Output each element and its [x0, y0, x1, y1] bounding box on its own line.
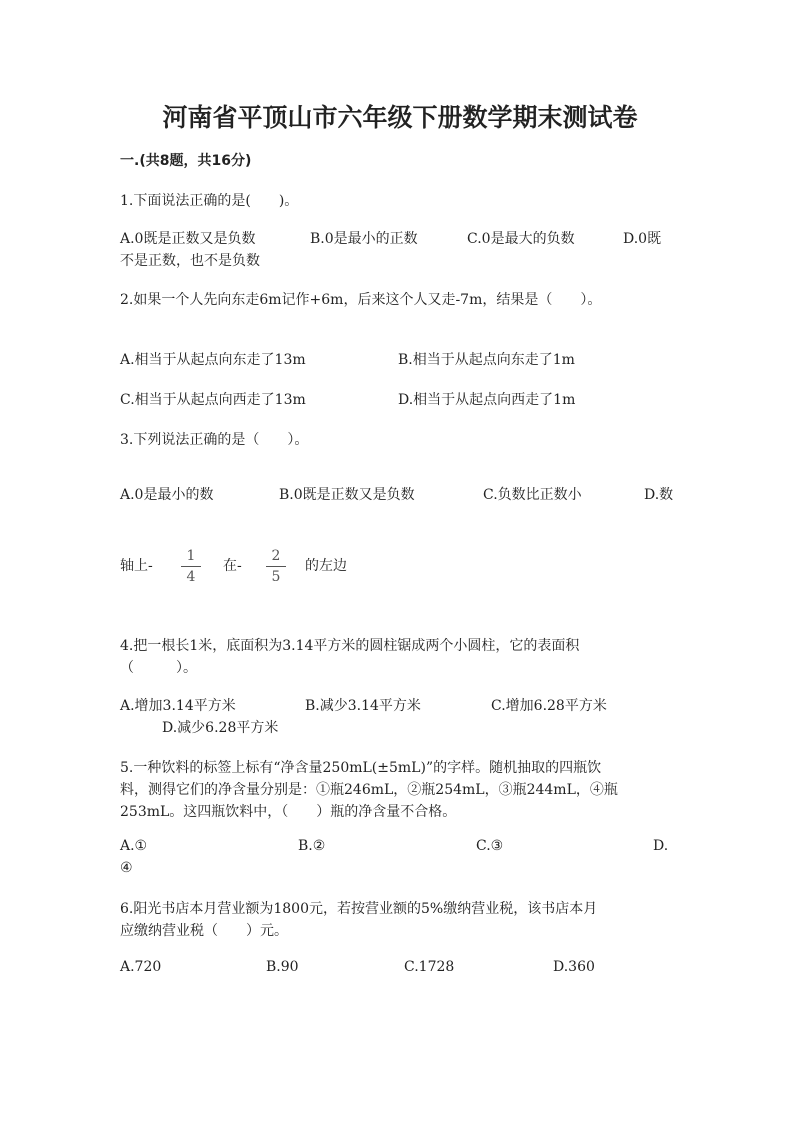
- page-title: 河南省平顶山市六年级下册数学期末测试卷: [162, 103, 638, 132]
- question-4-option-c: C.增加6.28平方米: [491, 698, 607, 714]
- question-5-stem-line-3: 253mL。这四瓶饮料中，（ ）瓶的净含量不合格。: [120, 804, 457, 820]
- question-5-option-b: B.②: [298, 838, 326, 854]
- fraction-2-bar: [266, 566, 286, 567]
- question-3-option-a: A.0是最小的数: [120, 487, 214, 503]
- question-1-option-d: D.0既: [623, 231, 662, 247]
- question-2-option-a: A.相当于从起点向东走了13m: [120, 352, 306, 368]
- fraction-two-fifths: [266, 548, 286, 585]
- question-1-option-a: A.0既是正数又是负数: [120, 231, 256, 247]
- question-2-option-c: C.相当于从起点向西走了13m: [120, 392, 306, 408]
- question-6-option-c: C.1728: [404, 959, 455, 975]
- question-5-stem: 5.一种饮料的标签上标有“净含量250mL(±5mL)”的字样。随机抽取的四瓶饮: [120, 760, 602, 776]
- question-3-stem: 3.下列说法正确的是（ ）。: [120, 432, 309, 448]
- question-5-option-d: D.: [653, 838, 669, 854]
- fraction-2-denominator: 5: [271, 569, 281, 585]
- question-2-stem: 2.如果一个人先向东走6m记作+6m，后来这个人又走-7m，结果是（ ）。: [120, 292, 602, 308]
- question-1-option-d-continued: 不是正数，也不是负数: [120, 253, 260, 269]
- question-6-option-a: A.720: [120, 959, 162, 975]
- question-4-stem: 4.把一根长1米，底面积为3.14平方米的圆柱锯成两个小圆柱，它的表面积: [120, 638, 580, 654]
- fraction-2-numerator: 2: [271, 548, 281, 564]
- question-6-stem: 6.阳光书店本月营业额为1800元，若按营业额的5%缴纳营业税，该书店本月: [120, 901, 598, 917]
- question-3-option-d-axis-text: 轴上-: [120, 558, 153, 574]
- section-heading: 一.(共8题，共16分): [120, 153, 252, 169]
- question-1-option-b: B.0是最小的正数: [310, 231, 418, 247]
- question-4-option-d: D.减少6.28平方米: [162, 720, 279, 736]
- question-4-stem-continued: （ ）。: [120, 660, 197, 676]
- question-3-option-d-end-text: 的左边: [305, 558, 347, 574]
- question-4-option-b: B.减少3.14平方米: [305, 698, 421, 714]
- question-3-option-d: D.数: [644, 487, 674, 503]
- question-6-option-b: B.90: [266, 959, 299, 975]
- question-3-option-c: C.负数比正数小: [483, 487, 582, 503]
- fraction-1-numerator: 1: [186, 548, 196, 564]
- question-6-stem-continued: 应缴纳营业税（ ）元。: [120, 923, 288, 939]
- question-5-stem-line-2: 料，测得它们的净含量分别是：①瓶246mL，②瓶254mL，③瓶244mL，④瓶: [120, 782, 618, 798]
- question-2-option-b: B.相当于从起点向东走了1m: [398, 352, 575, 368]
- question-6-option-d: D.360: [553, 959, 595, 975]
- question-3-option-b: B.0既是正数又是负数: [279, 487, 415, 503]
- question-2-option-d: D.相当于从起点向西走了1m: [398, 392, 576, 408]
- fraction-1-denominator: 4: [186, 569, 196, 585]
- question-1-option-c: C.0是最大的负数: [467, 231, 575, 247]
- question-5-option-a: A.①: [120, 838, 148, 854]
- question-5-option-d-continued: ④: [120, 860, 133, 876]
- question-4-option-a: A.增加3.14平方米: [120, 698, 236, 714]
- question-3-option-d-middle-text: 在-: [223, 558, 242, 574]
- fraction-one-quarter: [181, 548, 201, 585]
- question-1-stem: 1.下面说法正确的是( )。: [120, 193, 299, 209]
- question-5-option-c: C.③: [476, 838, 504, 854]
- fraction-1-bar: [181, 566, 201, 567]
